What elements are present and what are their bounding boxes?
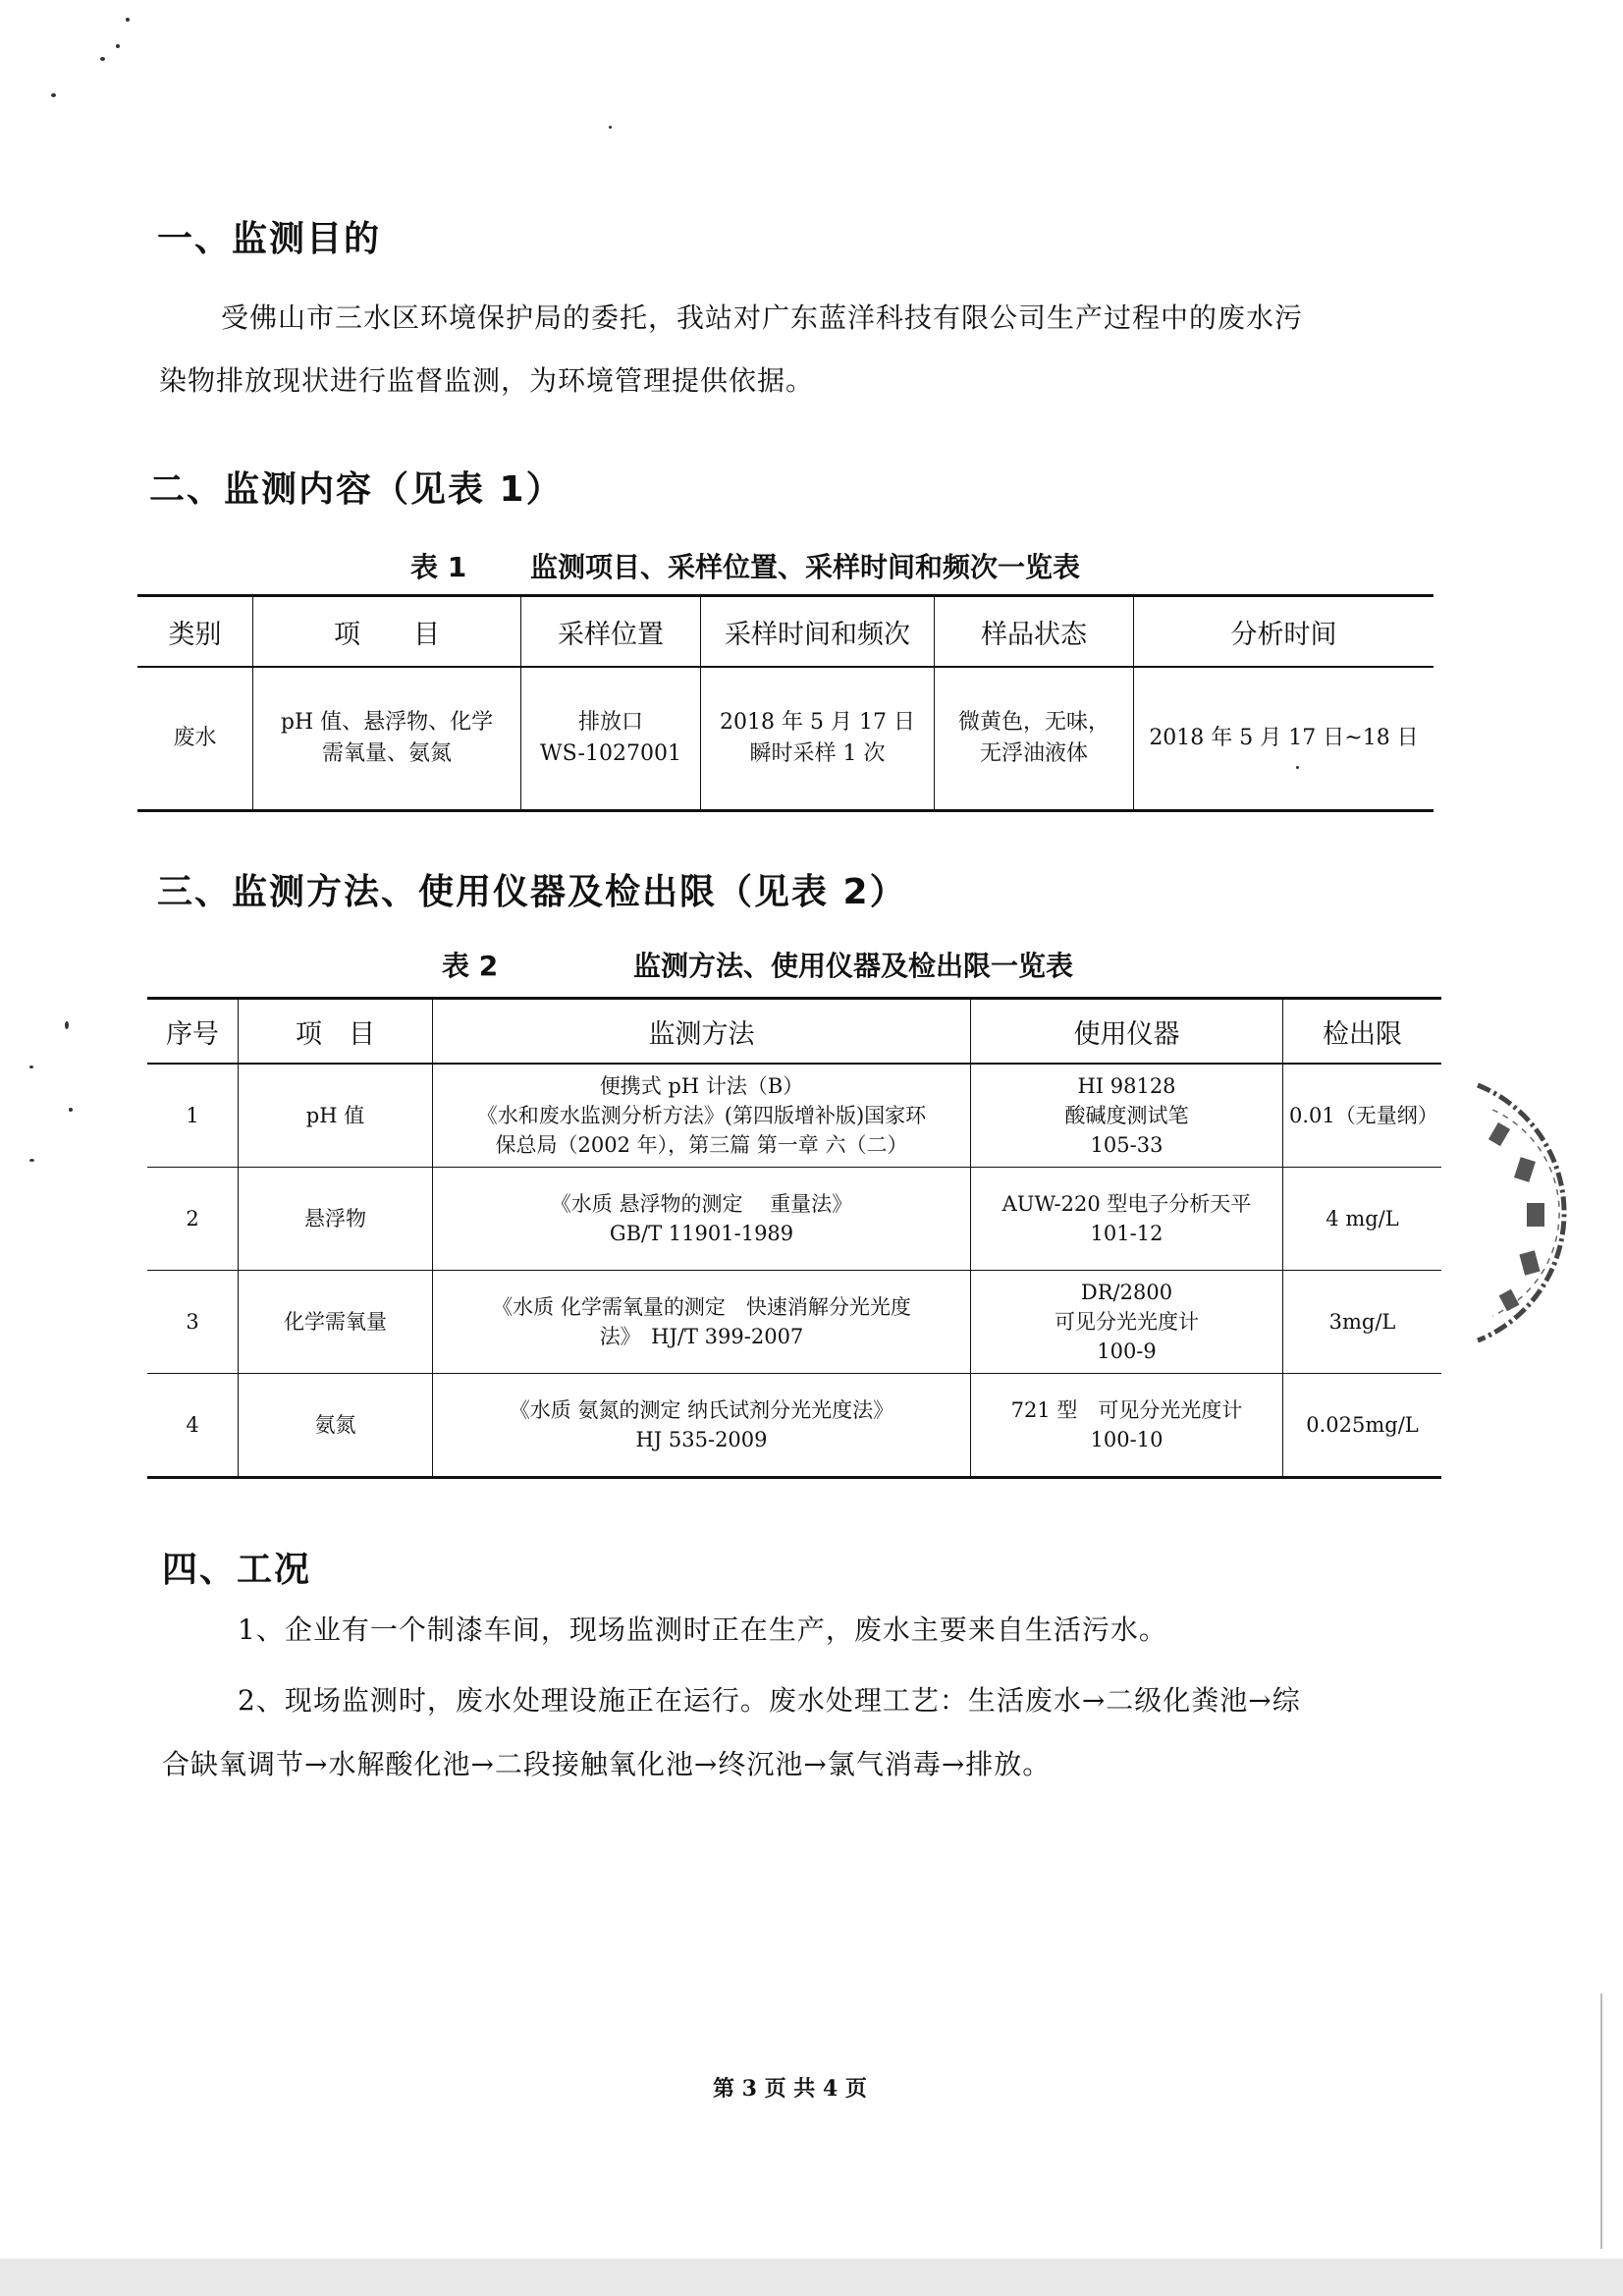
table-2-cell-instrument — [971, 1168, 1283, 1271]
table-2 — [147, 997, 1441, 1479]
cell-line: 便携式 pH 计法（B） — [599, 1074, 804, 1098]
scan-speck — [100, 57, 105, 61]
scan-speck — [29, 1159, 34, 1162]
seal-stamp — [1468, 1066, 1623, 1360]
table-1-header-analysis: 分析时间 — [1134, 596, 1434, 668]
table-1-header-state: 样品状态 — [935, 596, 1134, 668]
table-row — [147, 1168, 1441, 1271]
section-4-paragraph-2-line-1: 2、现场监测时，废水处理设施正在运行。废水处理工艺：生活废水→二级化粪池→综 — [238, 1684, 1301, 1717]
table-2-header-no: 序号 — [147, 999, 239, 1065]
table-2-header-row — [147, 999, 1441, 1065]
table-2-cell-no: 2 — [147, 1168, 239, 1271]
table-1-cell-analysis: 2018 年 5 月 17 日~18 日 — [1134, 667, 1434, 811]
cell-line: 无浮油液体 — [979, 741, 1088, 766]
page-footer: 第 3 页 共 4 页 — [713, 2076, 867, 2102]
scan-speck — [65, 1021, 69, 1029]
table-2-cell-no: 1 — [147, 1064, 239, 1168]
table-2-cell-limit: 4 mg/L — [1283, 1168, 1442, 1271]
scan-speck — [609, 126, 612, 129]
scan-edge-line — [1600, 1994, 1602, 2249]
cell-line: 2018 年 5 月 17 日 — [720, 710, 915, 735]
table-2-cell-item: pH 值 — [239, 1064, 433, 1168]
scan-speck — [1296, 766, 1299, 769]
table-2-header-instrument: 使用仪器 — [971, 999, 1283, 1065]
table-1-header-category: 类别 — [137, 596, 253, 668]
table-2-caption-text: 监测方法、使用仪器及检出限一览表 — [633, 950, 1074, 982]
scan-speck — [29, 1066, 33, 1068]
table-2-header-item: 项 目 — [239, 999, 433, 1065]
section-1-paragraph-line-2: 染物排放现状进行监督监测，为环境管理提供依据。 — [159, 364, 815, 397]
table-1-cell-category: 废水 — [173, 726, 217, 750]
table-1-header-row — [137, 596, 1434, 668]
table-row — [147, 1374, 1441, 1478]
table-2-cell-instrument — [971, 1374, 1283, 1478]
table-1-cell-time — [701, 667, 935, 811]
scan-bottom-strip — [0, 2259, 1623, 2296]
cell-line: AUW-220 型电子分析天平 — [1001, 1192, 1252, 1216]
table-2-cell-item: 化学需氧量 — [239, 1271, 433, 1374]
scan-speck — [126, 18, 130, 22]
table-2-cell-method — [433, 1271, 971, 1374]
table-1-header-time: 采样时间和频次 — [701, 596, 935, 668]
table-2-cell-method — [433, 1064, 971, 1168]
cell-line: 《水质 化学需氧量的测定 快速消解分光光度 — [492, 1295, 911, 1319]
cell-line: GB/T 11901-1989 — [609, 1222, 794, 1245]
table-1 — [137, 594, 1434, 812]
cell-line: 法》 HJ/T 399-2007 — [599, 1325, 804, 1348]
table-1-cell-location — [521, 667, 701, 811]
table-2-cell-instrument — [971, 1271, 1283, 1374]
table-row — [147, 1271, 1441, 1374]
cell-line: HJ 535-2009 — [635, 1428, 768, 1451]
cell-line: 721 型 可见分光光度计 — [1010, 1398, 1243, 1422]
table-1-caption-text: 监测项目、采样位置、采样时间和频次一览表 — [530, 551, 1081, 583]
table-2-header-method: 监测方法 — [433, 999, 971, 1065]
section-4-paragraph-1: 1、企业有一个制漆车间，现场监测时正在生产，废水主要来自生活污水。 — [238, 1613, 1167, 1646]
cell-line: DR/2800 — [1080, 1281, 1173, 1304]
table-1-cell-items — [253, 667, 521, 811]
table-row — [147, 1064, 1441, 1168]
section-2-title: 二、监测内容（见表 1） — [149, 469, 564, 510]
table-2-caption-number: 表 2 — [442, 950, 499, 982]
table-1-header-location: 采样位置 — [521, 596, 701, 668]
table-1-caption-number: 表 1 — [410, 551, 467, 583]
table-2-cell-instrument — [971, 1064, 1283, 1168]
cell-line: 微黄色，无味， — [957, 710, 1109, 735]
cell-line: 《水质 悬浮物的测定 重量法》 — [550, 1192, 853, 1216]
table-row — [137, 667, 1434, 811]
scan-speck — [51, 93, 56, 97]
table-1-header-items: 项 目 — [253, 596, 521, 668]
cell-line: WS-1027001 — [540, 741, 681, 766]
cell-line: 《水质 氨氮的测定 纳氏试剂分光光度法》 — [509, 1398, 894, 1422]
cell-line: 可见分光光度计 — [1055, 1310, 1199, 1334]
cell-line: 《水和废水监测分析方法》(第四版增补版)国家环 — [476, 1104, 927, 1127]
cell-line: 101-12 — [1090, 1222, 1163, 1245]
section-4-title: 四、工况 — [162, 1550, 312, 1590]
cell-line: 100-9 — [1097, 1339, 1157, 1363]
cell-line: 105-33 — [1090, 1133, 1163, 1157]
table-2-cell-method — [433, 1374, 971, 1478]
section-3-title: 三、监测方法、使用仪器及检出限（见表 2） — [157, 872, 907, 912]
cell-line: 排放口 — [577, 710, 643, 735]
table-2-cell-method — [433, 1168, 971, 1271]
cell-line: pH 值、悬浮物、化学 — [280, 710, 494, 735]
cell-line: 保总局（2002 年），第三篇 第一章 六（二） — [495, 1133, 908, 1157]
cell-line: 瞬时采样 1 次 — [749, 741, 886, 766]
cell-line: HI 98128 — [1077, 1074, 1176, 1098]
cell-line: 100-10 — [1090, 1428, 1163, 1451]
table-2-cell-no: 4 — [186, 1413, 199, 1437]
scan-speck — [69, 1108, 73, 1112]
table-2-cell-item: 悬浮物 — [239, 1168, 433, 1271]
cell-line: 酸碱度测试笔 — [1064, 1104, 1189, 1127]
section-1-paragraph-line-1: 受佛山市三水区环境保护局的委托，我站对广东蓝洋科技有限公司生产过程中的废水污 — [221, 301, 1304, 334]
table-2-cell-limit: 0.01（无量纲） — [1283, 1064, 1442, 1168]
table-2-header-limit: 检出限 — [1283, 999, 1442, 1065]
cell-line: 需氧量、氨氮 — [321, 741, 452, 766]
section-4-paragraph-2-line-2: 合缺氧调节→水解酸化池→二段接触氧化池→终沉池→氯气消毒→排放。 — [162, 1748, 1052, 1780]
table-1-cell-state — [935, 667, 1134, 811]
scan-speck — [116, 44, 120, 48]
table-2-cell-item: 氨氮 — [239, 1374, 433, 1478]
table-2-cell-limit: 3mg/L — [1283, 1271, 1442, 1374]
table-2-cell-limit: 0.025mg/L — [1283, 1374, 1442, 1478]
section-1-title: 一、监测目的 — [157, 219, 382, 259]
table-2-cell-no: 3 — [147, 1271, 239, 1374]
